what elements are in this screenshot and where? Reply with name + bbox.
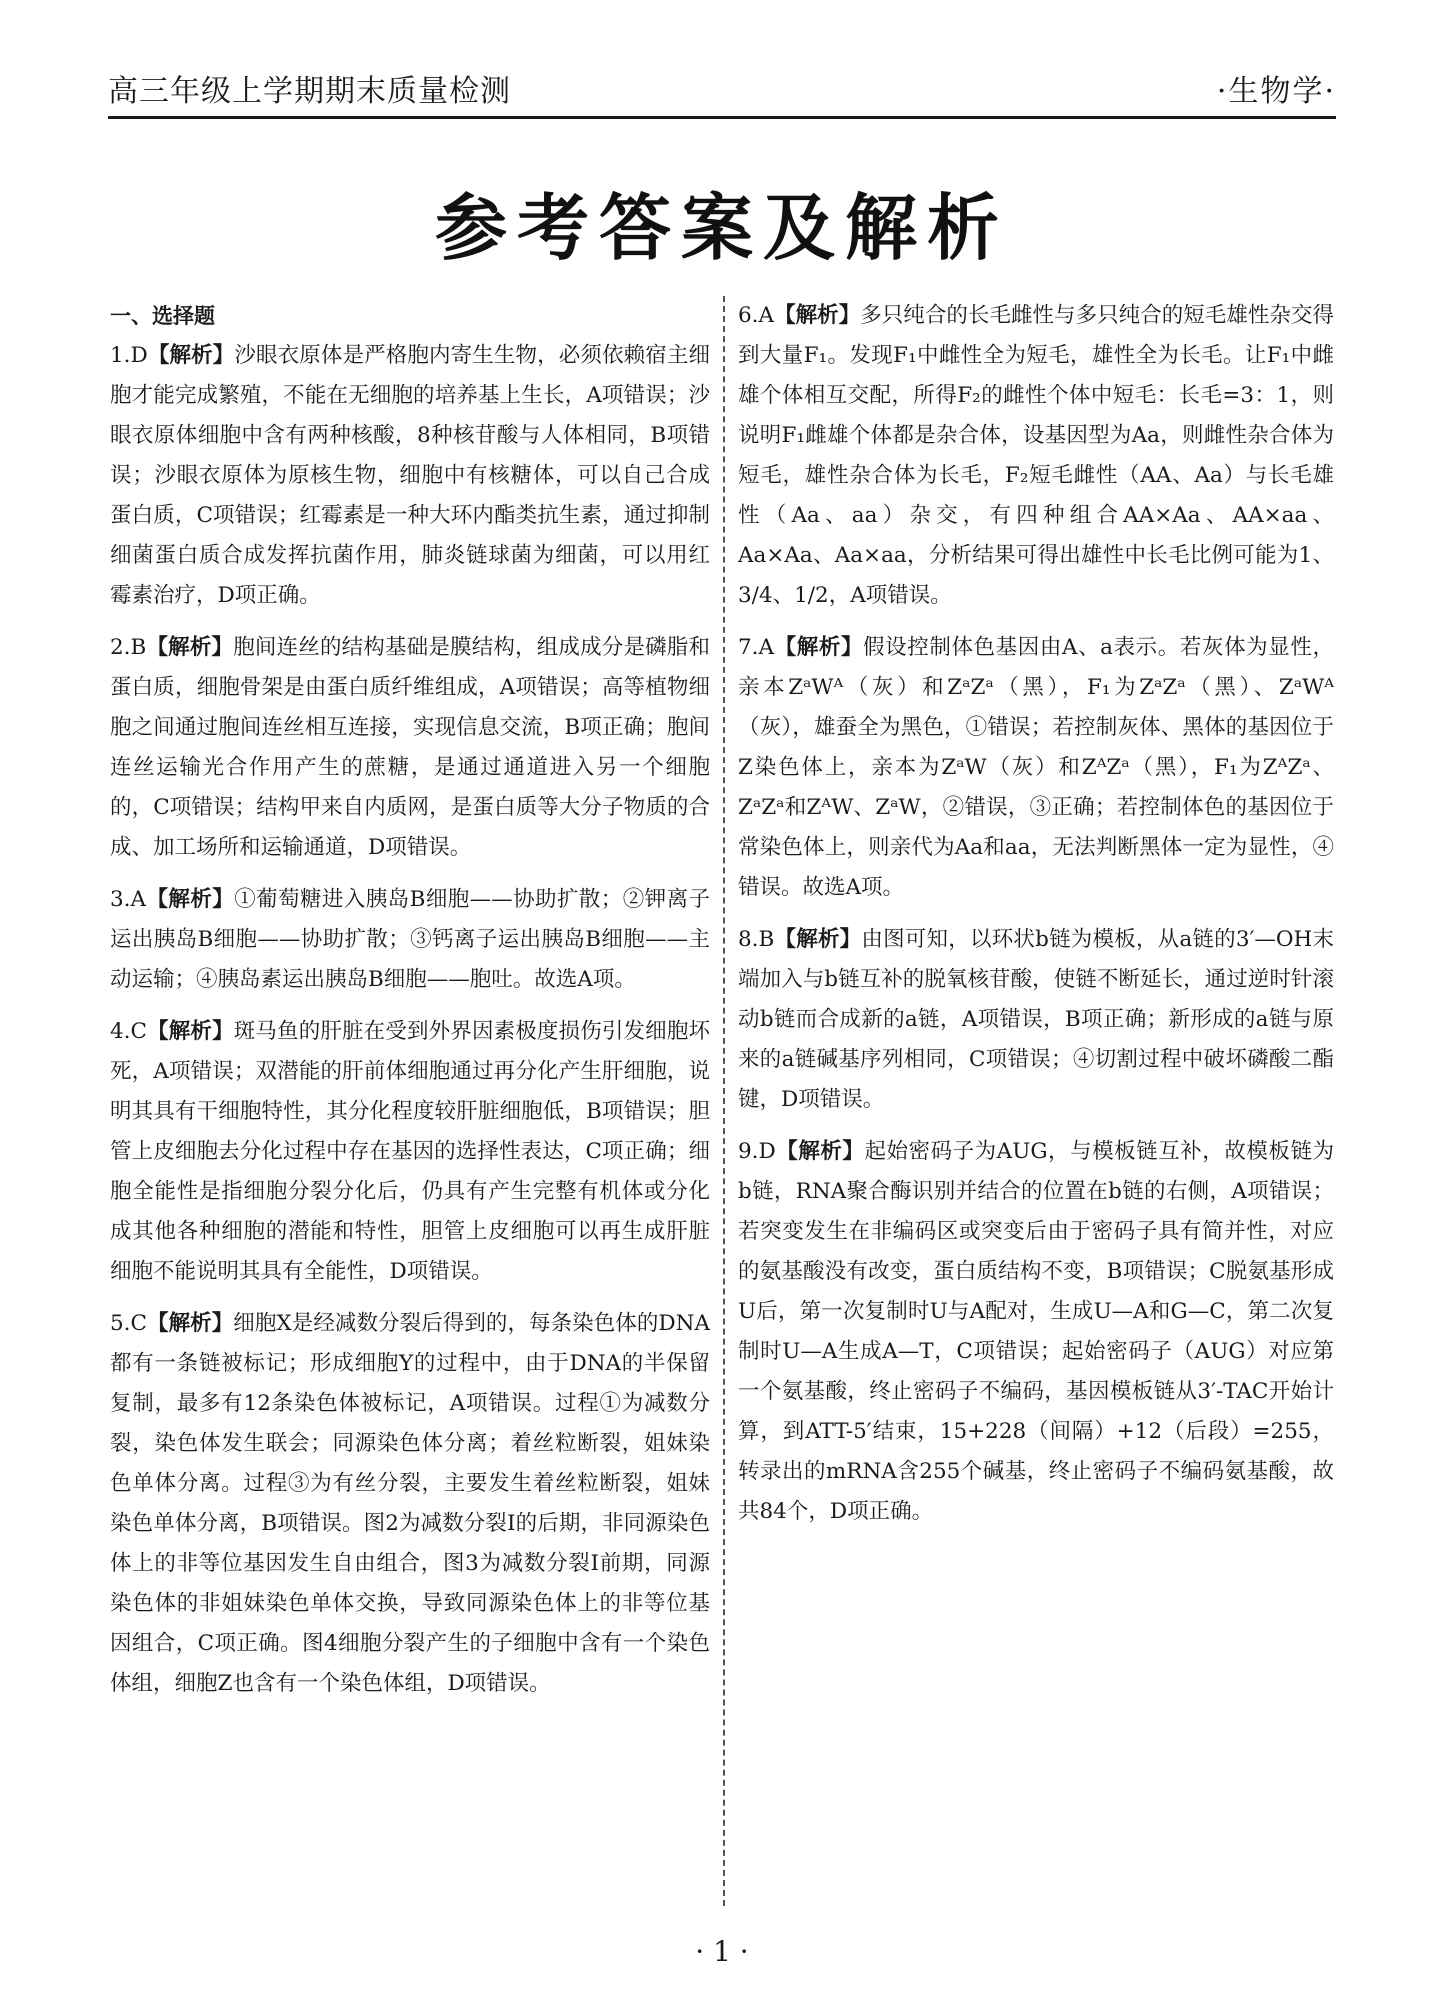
answer-number: 7.A [738,635,775,660]
answer-item-6 [738,296,1334,616]
answer-text: 起始密码子为AUG，与模板链互补，故模板链为b链，RNA聚合酶识别并结合的位置在b链的右侧，A项错误；若突变发生在非编码区或突变后由于密码子具有简并性，对应的氨基酸没有改变，蛋白质结构不变，B项错误；C脱氨基形成U后，第一次复制时U与A配对，生成U—A和G—C，第二次复制时U—A生成A—T，C项错误；起始密码子（AUG）对应第一个氨基酸，终止密码子不编码，基因模板链从3′-TAC开始计算，到ATT-5′结束，15+228（间隔）+12（后段）=255，转录出的mRNA含255个碱基，终止密码子不编码氨基酸，故共84个，D项正确。 [738,1139,1334,1524]
answer-item-5 [110,1304,710,1704]
answer-item-7 [738,628,1334,908]
header-exam-title: 高三年级上学期期末质量检测 [108,74,511,109]
analysis-keyword: 【解析】 [774,927,862,952]
answer-text: 多只纯合的长毛雌性与多只纯合的短毛雄性杂交得到大量F₁。发现F₁中雌性全为短毛，雄性全为长毛。让F₁中雌雄个体相互交配，所得F₂的雌性个体中短毛：长毛=3：1，则说明F₁雌雄个体都是杂合体，设基因型为Aa，则雌性杂合体为短毛，雄性杂合体为长毛，F₂短毛雌性（AA、Aa）与长毛雄性（Aa、aa）杂交，有四种组合AA×Aa、AA×aa、Aa×Aa、Aa×aa，分析结果可得出雄性中长毛比例可能为1、3/4、1/2，A项错误。 [738,303,1334,608]
answer-text: 胞间连丝的结构基础是膜结构，组成成分是磷脂和蛋白质，细胞骨架是由蛋白质纤维组成，A项错误；高等植物细胞之间通过胞间连丝相互连接，实现信息交流，B项正确；胞间连丝运输光合作用产生的蔗糖，是通过通道进入另一个细胞的，C项错误；结构甲来自内质网，是蛋白质等大分子物质的合成、加工场所和运输通道，D项错误。 [110,635,710,860]
answer-text: 沙眼衣原体是严格胞内寄生生物，必须依赖宿主细胞才能完成繁殖，不能在无细胞的培养基上生长，A项错误；沙眼衣原体细胞中含有两种核酸，8种核苷酸与人体相同，B项错误；沙眼衣原体为原核生物，细胞中有核糖体，可以自己合成蛋白质，C项错误；红霉素是一种大环内酯类抗生素，通过抑制细菌蛋白质合成发挥抗菌作用，肺炎链球菌为细菌，可以用红霉素治疗，D项正确。 [110,343,710,608]
analysis-keyword: 【解析】 [774,303,861,328]
analysis-keyword: 【解析】 [146,887,235,912]
answer-number: 6.A [738,303,775,328]
answer-text: 斑马鱼的肝脏在受到外界因素极度损伤引发细胞坏死，A项错误；双潜能的肝前体细胞通过再分化产生肝细胞，说明其具有干细胞特性，其分化程度较肝脏细胞低，B项错误；胆管上皮细胞去分化过程中存在基因的选择性表达，C项正确；细胞全能性是指细胞分裂分化后，仍具有产生完整有机体或分化成其他各种细胞的潜能和特性，胆管上皮细胞可以再生成肝脏细胞不能说明其具有全能性，D项错误。 [110,1019,710,1284]
answer-text: 假设控制体色基因由A、a表示。若灰体为显性，亲本ZᵃWᴬ（灰）和ZᵃZᵃ（黑），F₁为ZᵃZᵃ（黑）、ZᵃWᴬ（灰），雄蚕全为黑色，①错误；若控制灰体、黑体的基因位于Z染色体上，亲本为ZᵃW（灰）和ZᴬZᵃ（黑），F₁为ZᴬZᵃ、ZᵃZᵃ和ZᴬW、ZᵃW，②错误，③正确；若控制体色的基因位于常染色体上，则亲代为Aa和aa，无法判断黑体一定为显性，④错误。故选A项。 [738,635,1334,900]
column-divider [723,296,725,1906]
analysis-keyword: 【解析】 [146,1311,234,1336]
analysis-keyword: 【解析】 [774,635,864,660]
answer-item-4 [110,1012,710,1292]
left-column [110,296,710,1716]
answer-text: 细胞X是经减数分裂后得到的，每条染色体的DNA都有一条链被标记；形成细胞Y的过程中，由于DNA的半保留复制，最多有12条染色体被标记，A项错误。过程①为减数分裂，染色体发生联会；同源染色体分离；着丝粒断裂，姐妹染色单体分离。过程③为有丝分裂，主要发生着丝粒断裂，姐妹染色单体分离，B项错误。图2为减数分裂Ⅰ的后期，非同源染色体上的非等位基因发生自由组合，图3为减数分裂Ⅰ前期，同源染色体的非姐妹染色单体交换，导致同源染色体上的非等位基因组合，C项正确。图4细胞分裂产生的子细胞中含有一个染色体组，细胞Z也含有一个染色体组，D项错误。 [110,1311,710,1696]
analysis-keyword: 【解析】 [775,1139,865,1164]
answer-item-1 [110,336,710,616]
right-column [738,296,1334,1544]
answer-number: 5.C [110,1311,147,1336]
answer-number: 4.C [110,1019,147,1044]
page-title: 参考答案及解析 [434,186,1009,270]
answer-number: 1.D [110,343,148,368]
answer-number: 9.D [738,1139,776,1164]
section-title: 一、选择题 [110,304,215,328]
answer-item-3 [110,880,710,1000]
answer-number: 8.B [738,927,775,952]
answer-number: 2.B [110,635,147,660]
answer-item-2 [110,628,710,868]
page-header [108,72,1336,119]
analysis-keyword: 【解析】 [146,635,234,660]
analysis-keyword: 【解析】 [147,343,235,368]
answer-item-8 [738,920,1334,1120]
answer-text: 由图可知，以环状b链为模板，从a链的3′—OH末端加入与b链互补的脱氧核苷酸，使链不断延长，通过逆时针滚动b链而合成新的a链，A项错误，B项正确；新形成的a链与原来的a链碱基序列相同，C项错误；④切割过程中破坏磷酸二酯键，D项错误。 [738,927,1334,1112]
answer-item-9 [738,1132,1334,1532]
answer-text: ①葡萄糖进入胰岛B细胞——协助扩散；②钾离子运出胰岛B细胞——协助扩散；③钙离子运出胰岛B细胞——主动运输；④胰岛素运出胰岛B细胞——胞吐。故选A项。 [110,887,710,992]
page-number: · 1 · [695,1935,749,1968]
header-subject: ·生物学· [1216,74,1336,109]
analysis-keyword: 【解析】 [146,1019,234,1044]
answer-number: 3.A [110,887,147,912]
